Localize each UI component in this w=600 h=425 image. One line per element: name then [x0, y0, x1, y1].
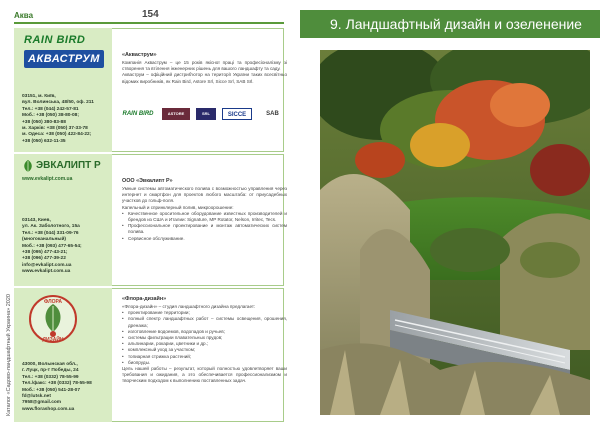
contact-line: Тел.: +38 (044) 242-57-81 [22, 106, 79, 112]
list-item: • Сервисное обслуживание. [122, 236, 287, 242]
rainbird-logo-text: RAIN BIRD [24, 34, 86, 46]
side-caption [2, 290, 14, 420]
contact-line: ул. Ак. Заболотного, 15а [22, 224, 80, 230]
sab-brand-logo: SAB [266, 111, 279, 117]
akvastrum-contact-panel [14, 28, 112, 152]
flora-logo-bottom-text: ДИЗАЙН [42, 337, 64, 343]
flora-contact-panel [14, 288, 112, 422]
contact-line: 03151, м. Київ, [22, 94, 56, 99]
list-item: • Профессиональное проектирование и монтаж автоматических систем полива. [122, 223, 287, 235]
rainbird-logo [24, 34, 96, 48]
srl-brand-logo: SRL [196, 108, 216, 120]
akvastrum-info-panel [112, 28, 284, 152]
akvastrum-block [14, 28, 287, 152]
astore-brand-logo: ASTORE [162, 108, 190, 120]
list-item: • биопруды. [122, 360, 287, 366]
contact-line: Тел./факс: +38 (0332) 78-55-98 [22, 381, 92, 387]
contact-line: www.florashop.com.ua [22, 406, 75, 412]
list-item: • топиарная стрижка растений; [122, 354, 287, 360]
description-paragraph: Цель нашей работы – результат, который полностью удовлетворяет ваши требования и ожидания, а это обеспечивается профессионализмом и творческим подходом к выполнению поставленных задач. [122, 366, 287, 384]
contact-line: вул. Волинська, 48/50, оф. 211 [22, 100, 94, 106]
contact-line: м. Одеса: +38 (050) 422-84-22; [22, 132, 92, 138]
description-paragraph: Капельный и спринклерный полив, микроорошение: [122, 204, 234, 210]
flora-logo-top-text: ФЛОРА [44, 299, 62, 305]
section-tag: Аква [14, 11, 34, 20]
list-item: • Качественное оросительное оборудование известных производителей и брендов из США и Италии: Signature, MP Rotator, Nelson, Irritec, Tecs. [122, 211, 287, 223]
contact-line: Тел.: +38 (0332) 78-55-99 [22, 374, 79, 380]
contact-line: м. Харків: +38 (050) 37-33-78 [22, 126, 88, 132]
contact-line: (многоканальный) [22, 237, 67, 243]
flora-description [122, 304, 287, 385]
description-paragraph: Акваструм – офіційний дистриб'ютор на території України таких всесвітньо відомих виробників, як Rain Bird, Astore Srl, Sicce Srl, SAB Srl. [122, 72, 287, 84]
contact-line: +38 (096) 477-39-22 [22, 256, 66, 262]
evkalipt-description [122, 186, 287, 242]
evkalipt-logo-url: www.evkalipt.com.ua [22, 176, 73, 182]
evkalipt-contact-panel [14, 154, 112, 286]
description-paragraph: Умные системы автоматического полива с возможностью управления через интернет и смартфон для проектов любого масштаба: от приусадебных участков до гольф-поля. [122, 186, 287, 204]
flora-service-list [122, 310, 287, 366]
list-item: • полный спектр ландшафтных работ – системы освещения, орошения, дренажа; [122, 316, 287, 328]
akvastrum-company-name: «Акваструм» [122, 52, 157, 58]
flora-contacts [22, 362, 112, 413]
akvastrum-logo [24, 50, 104, 68]
contact-line: Моб.: +38 (050) 38-80-08; [22, 113, 79, 119]
side-caption-text: Каталог «Садово-ландшафтный Украина» 2020 [6, 294, 12, 416]
evkalipt-company-name: ООО «Эвкалипт Р» [122, 178, 173, 184]
contact-line: +38 (050) 380-83-88 [22, 119, 66, 125]
evkalipt-logo-text: ЭВКАЛИПТ Р [36, 160, 101, 171]
sicce-brand-logo: SICCE [222, 108, 252, 120]
page-number: 154 [142, 9, 159, 20]
list-item: • системы фильтрации плавательных прудов; [122, 335, 287, 341]
description-paragraph: Компанія Акваструм – це 15 років якісної праці та професіоналізму зі створення та втілення інженерних рішень для вашого ландшафту та саду. [122, 60, 287, 72]
section-title: 9. Ландшафтный дизайн и озеленение [330, 16, 582, 32]
contact-line: 7958@gmail.com [22, 400, 62, 406]
description-paragraph: «Флора-дизайн» – студия ландшафтного дизайна предлагает: [122, 304, 256, 309]
header-rule [14, 22, 284, 24]
contact-line: fd@lutsk.net [22, 394, 51, 400]
flora-block [14, 288, 287, 422]
rainbird-brand-logo: RAIN BIRD [122, 111, 154, 117]
contact-line: www.evkalipt.com.ua [22, 269, 71, 275]
contact-line: Тел.: +38 (044) 331-09-76 [22, 230, 79, 236]
eucalyptus-leaf-icon [22, 159, 34, 173]
brand-logos-row [122, 108, 287, 120]
contact-line: 03143, Киев, [22, 218, 51, 223]
list-item: • проектирование территории; [122, 310, 287, 316]
garden-photo [320, 50, 590, 415]
contact-line: +38 (095) 477-43-21; [22, 250, 68, 256]
list-item: • комплексный уход за участком; [122, 347, 287, 353]
contact-line: Моб.: +38 (050) 541-28-07 [22, 387, 81, 393]
contact-line: +38 (050) 632-11-35 [22, 138, 66, 144]
contact-line: г. Луцк, пр-т Победы, 24 [22, 368, 79, 374]
akvastrum-contacts [22, 94, 112, 145]
contact-line: info@evkalipt.com.ua [22, 262, 72, 268]
list-item: • альпинарии, рокарии, цветники и др.; [122, 341, 287, 347]
contact-line: Моб.: +38 (093) 477-65-54; [22, 243, 82, 249]
list-item: • изготовление водоемов, водопадов и ручьев; [122, 329, 287, 335]
akvastrum-logo-text: АКВАСТРУМ [28, 53, 100, 65]
right-page [300, 0, 600, 425]
akvastrum-description [122, 60, 287, 85]
contact-line: 43000, Волынская обл., [22, 362, 78, 367]
evkalipt-logo [22, 158, 108, 174]
evkalipt-block [14, 154, 287, 286]
flora-company-name: «Флора-дизайн» [122, 296, 167, 302]
flora-design-logo [28, 294, 78, 344]
evkalipt-service-list [122, 211, 287, 242]
evkalipt-contacts [22, 218, 112, 276]
